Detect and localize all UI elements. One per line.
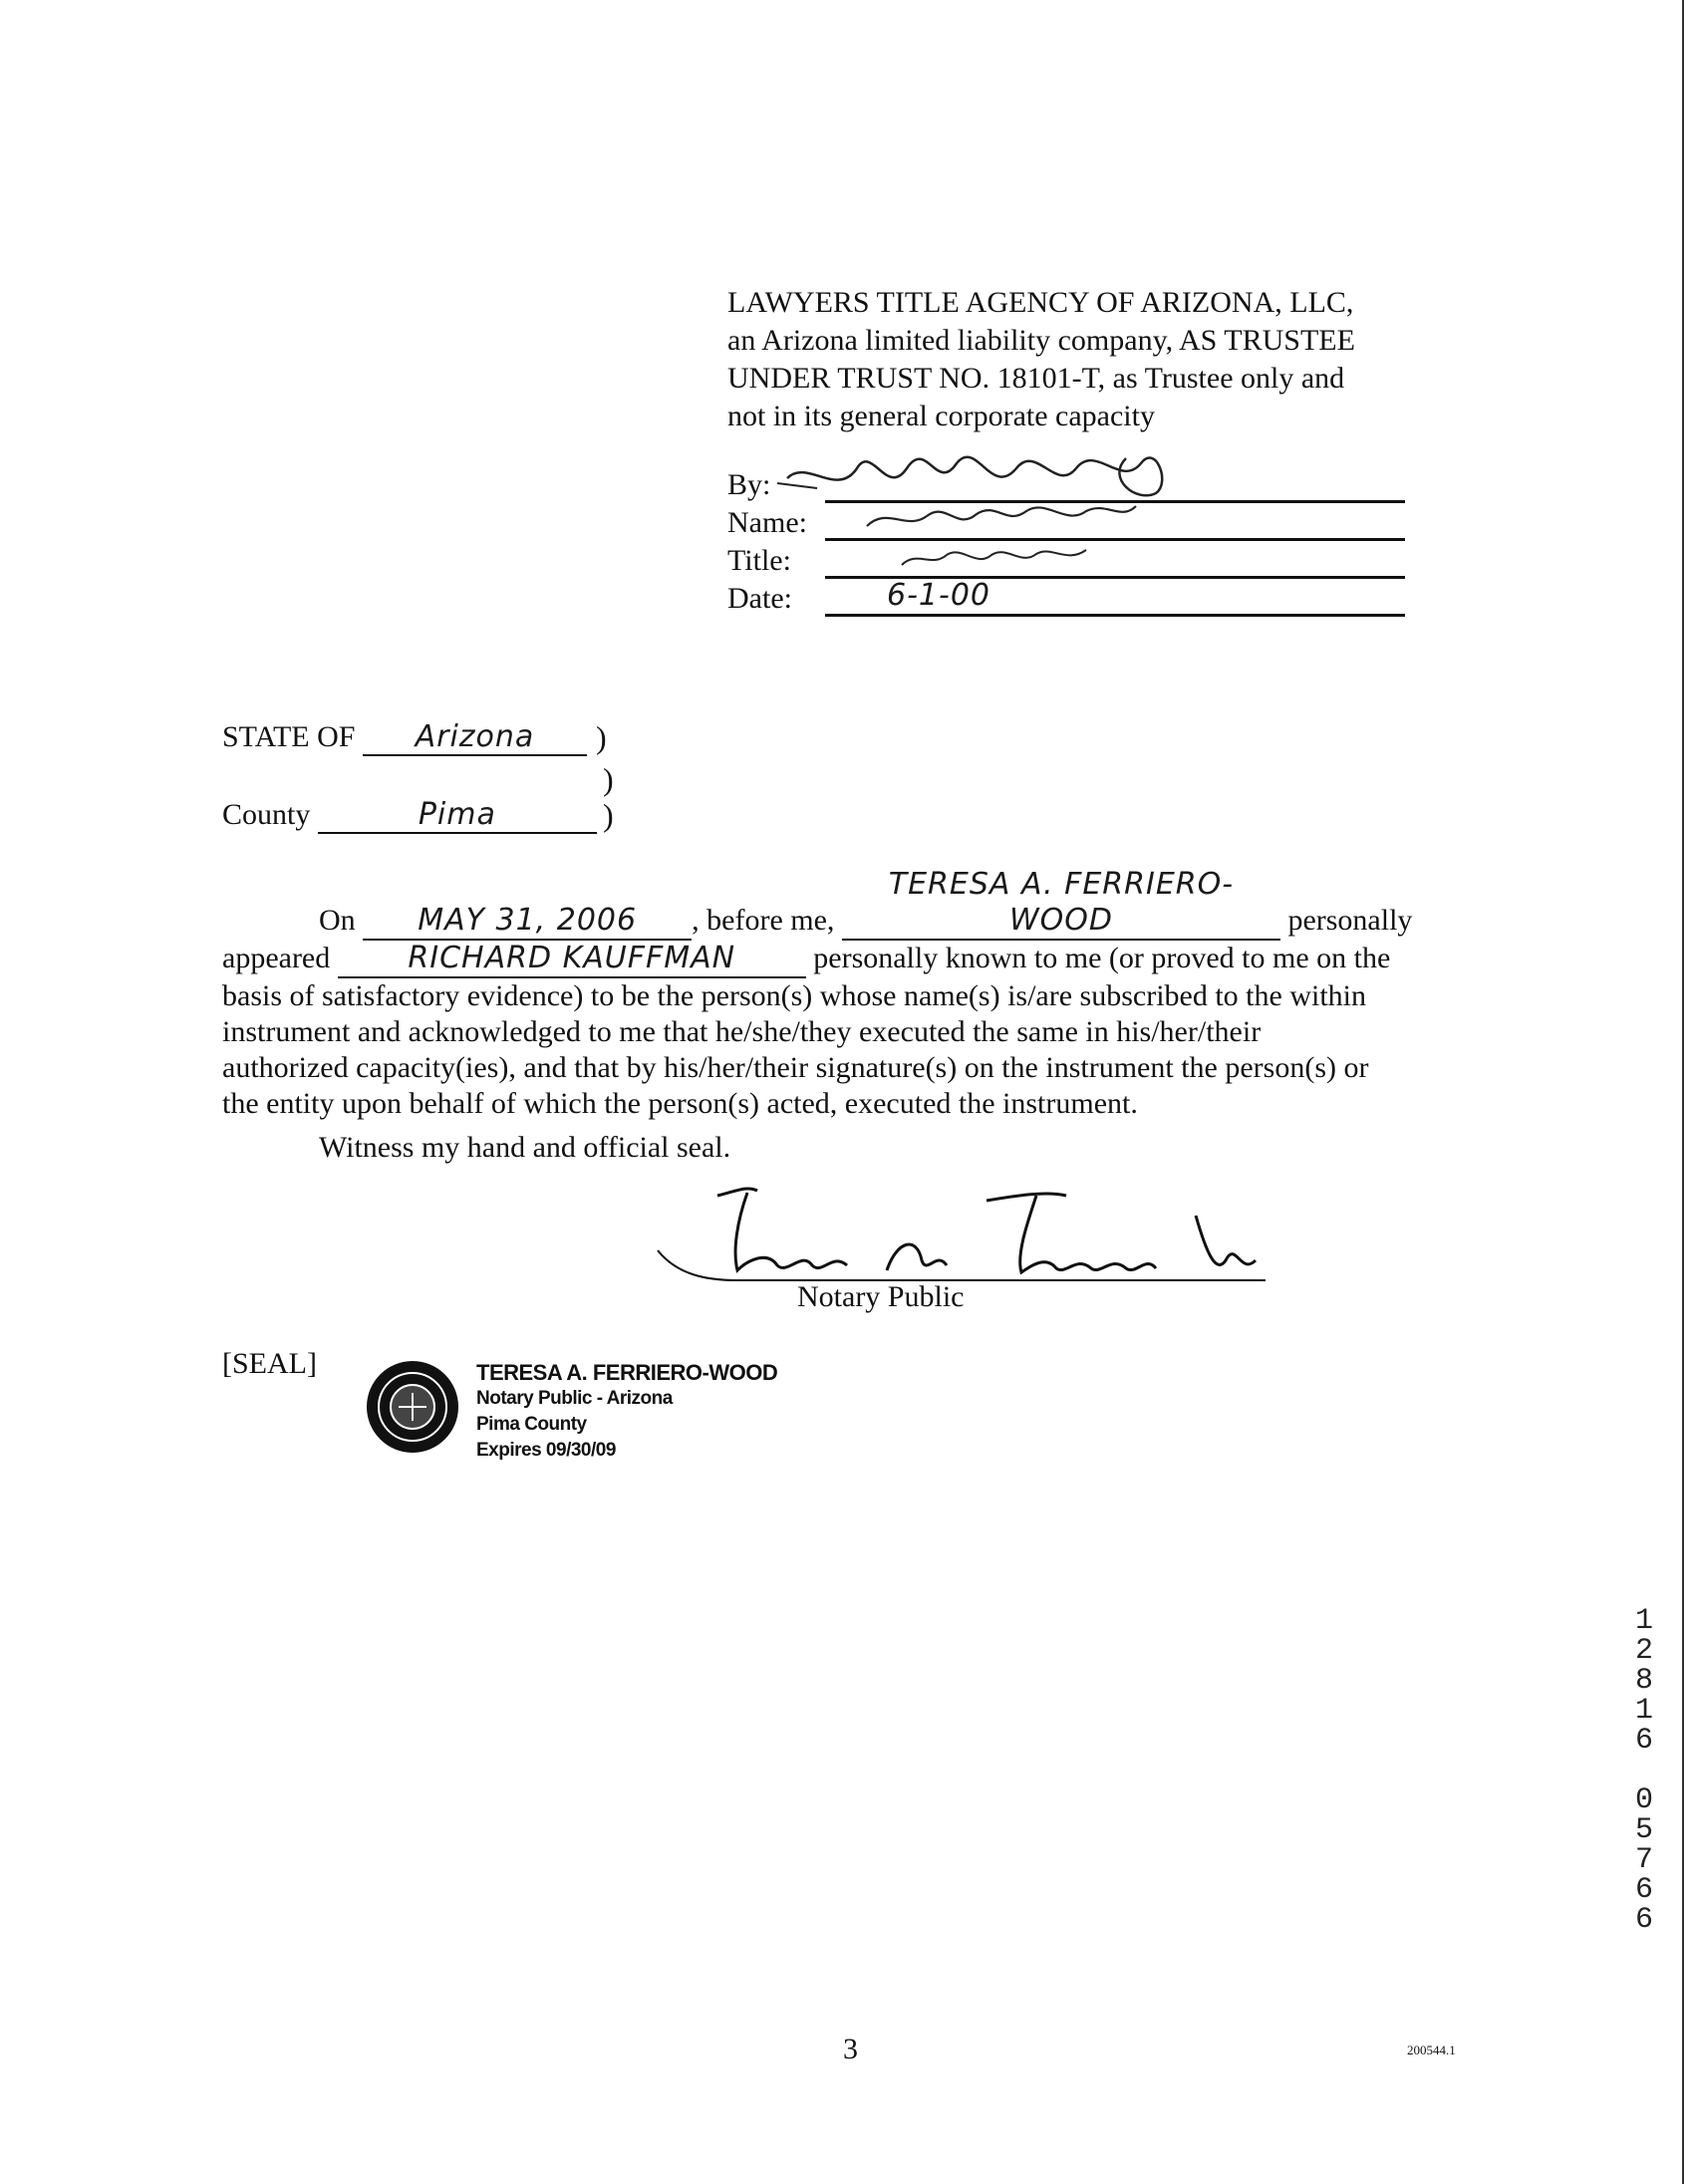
county-label: County <box>222 798 311 831</box>
seal-county: Pima County <box>476 1414 587 1435</box>
on-text: On <box>319 904 356 937</box>
before-me-text: , before me, <box>692 904 835 937</box>
seal-text <box>476 1360 777 1464</box>
paren-2: ) <box>603 761 614 797</box>
paren-3: ) <box>603 797 614 833</box>
recording-digit: 0 <box>1634 1783 1653 1817</box>
name-signature <box>857 496 1156 541</box>
ack-line-3: basis of satisfactory evidence) to be the person(s) whose name(s) is/are subscribed to the within <box>222 979 1366 1012</box>
trustee-line-2: an Arizona limited liability company, AS TRUSTEE <box>727 324 1355 357</box>
appeared-text: appeared <box>222 942 331 974</box>
notary-name-field: TERESA A. FERRIERO-WOOD <box>842 867 1280 941</box>
notary-seal-emblem <box>363 1357 462 1457</box>
county-row <box>222 797 597 834</box>
name-label: Name: <box>727 506 807 539</box>
signer-name-field: RICHARD KAUFFMAN <box>338 941 806 978</box>
date-row <box>727 578 1405 620</box>
ack-line-5: authorized capacity(ies), and that by his/her/their signature(s) on the instrument the person(s) or <box>222 1051 1369 1084</box>
state-label: STATE OF <box>222 720 356 753</box>
ack-line-1 <box>222 867 1458 941</box>
recording-digit <box>1624 1756 1664 1785</box>
seal-title: Notary Public - Arizona <box>476 1388 673 1409</box>
page-edge <box>1682 0 1684 2184</box>
date-value: 6-1-00 <box>887 578 990 613</box>
ack-line-6: the entity upon behalf of which the person(s) acted, executed the instrument. <box>222 1087 1138 1120</box>
trustee-line-4: not in its general corporate capacity <box>727 400 1155 432</box>
title-handwriting <box>897 540 1096 576</box>
ack-line-2 <box>222 941 1458 978</box>
recording-digit: 2 <box>1634 1634 1653 1668</box>
trustee-line-1: LAWYERS TITLE AGENCY OF ARIZONA, LLC, <box>727 286 1354 319</box>
trustee-block <box>727 284 1425 435</box>
seal-notary-name: TERESA A. FERRIERO-WOOD <box>476 1360 778 1385</box>
personally-text: personally <box>1287 904 1413 937</box>
notary-signature <box>638 1181 1275 1290</box>
paren-1: ) <box>596 719 607 755</box>
trustee-line-3: UNDER TRUST NO. 18101-T, as Trustee only and <box>727 362 1345 395</box>
title-label: Title: <box>727 544 791 577</box>
acknowledgment-paragraph <box>222 867 1458 1122</box>
state-row <box>222 719 587 756</box>
seal-expires: Expires 09/30/09 <box>476 1440 616 1461</box>
witness-text: Witness my hand and official seal. <box>319 1131 731 1164</box>
ack-line-2-rest: personally known to me (or proved to me on the <box>813 942 1391 974</box>
date-line <box>825 614 1405 617</box>
by-label: By: <box>727 468 771 501</box>
recording-digit: 1 <box>1634 1604 1653 1638</box>
recording-digit: 5 <box>1634 1813 1653 1847</box>
date-label: Date: <box>727 582 792 615</box>
recording-digit: 7 <box>1634 1843 1653 1877</box>
recording-digit: 1 <box>1634 1694 1653 1728</box>
notary-public-label: Notary Public <box>797 1280 965 1313</box>
name-row <box>727 506 1405 544</box>
page-number: 3 <box>843 2033 858 2065</box>
seal-label: [SEAL] <box>222 1347 317 1380</box>
recording-digit: 8 <box>1634 1664 1653 1698</box>
recording-number <box>1624 1606 1664 1935</box>
county-value: Pima <box>318 797 597 834</box>
document-id: 200544.1 <box>1407 2043 1456 2057</box>
recording-digit: 6 <box>1634 1724 1653 1758</box>
recording-digit: 6 <box>1634 1903 1653 1937</box>
ack-line-4: instrument and acknowledged to me that he/she/they executed the same in his/her/their <box>222 1015 1262 1048</box>
state-value: Arizona <box>363 719 587 756</box>
ack-date: MAY 31, 2006 <box>363 903 692 941</box>
title-row <box>727 544 1405 582</box>
recording-digit: 6 <box>1634 1873 1653 1907</box>
